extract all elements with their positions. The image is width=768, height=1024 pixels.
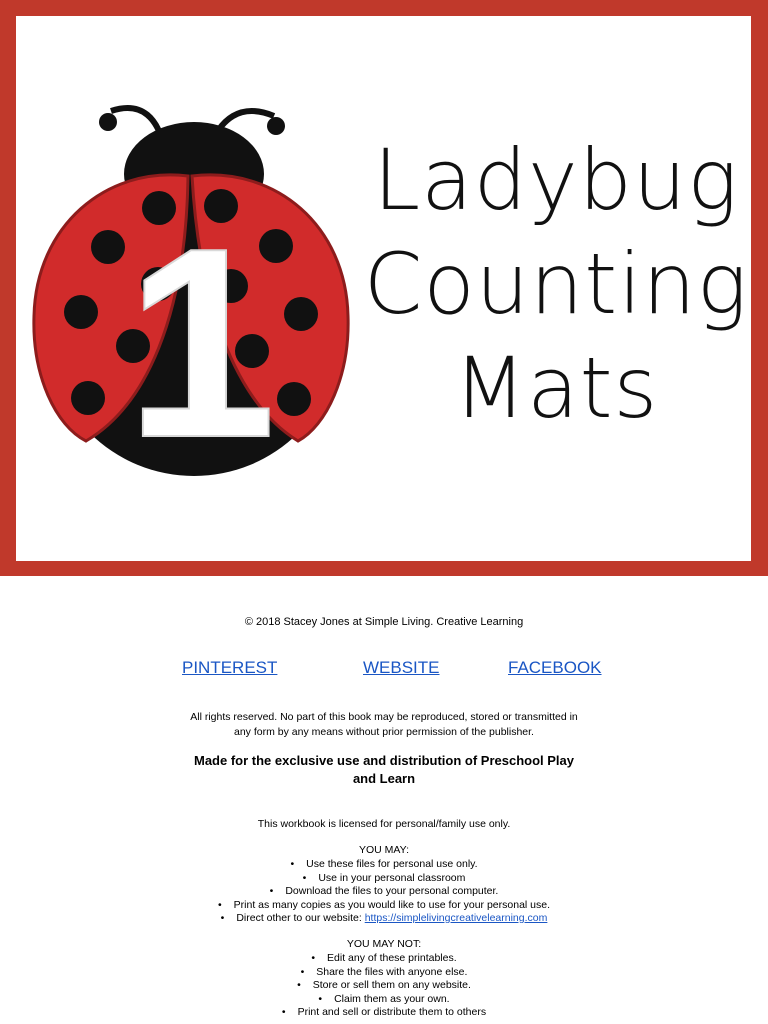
may-not-heading: YOU MAY NOT: — [346, 938, 422, 950]
license-text: This workbook is licensed for personal/family use only. — [257, 818, 511, 830]
info-section — [0, 576, 768, 1024]
social-links — [0, 658, 768, 682]
exclusive-line: Made for the exclusive use and distribution of Preschool Play — [194, 753, 574, 768]
may-heading: YOU MAY: — [359, 844, 409, 856]
cover-title — [356, 128, 756, 440]
list-item: • Share the files with anyone else. — [0, 966, 768, 980]
website-link[interactable]: WEBSITE — [363, 658, 440, 677]
may-not-list — [0, 952, 768, 1020]
rights-line: All rights reserved. No part of this book may be reproduced, stored or transmitted in — [190, 711, 578, 723]
rights-line: any form by any means without prior permission of the publisher. — [234, 726, 534, 738]
rights-notice — [184, 710, 584, 740]
website-url-link[interactable]: https://simplelivingcreativelearning.com — [364, 912, 548, 924]
list-item-website — [0, 912, 768, 926]
direct-text: Direct other to our website: — [236, 912, 365, 924]
copyright-text: © 2018 Stacey Jones at Simple Living. Creative Learning — [244, 616, 524, 628]
pinterest-link[interactable]: PINTEREST — [182, 658, 278, 677]
list-item: • Print as many copies as you would like to use for your personal use. — [0, 899, 768, 913]
title-line: Mats — [453, 339, 659, 437]
list-item: • Edit any of these printables. — [0, 952, 768, 966]
may-list — [0, 858, 768, 926]
ladybug-illustration — [16, 16, 376, 496]
list-item: • Print and sell or distribute them to others — [0, 1006, 768, 1020]
exclusive-line: and Learn — [352, 771, 416, 786]
mat-number: 1 — [125, 193, 277, 494]
list-item: • Store or sell them on any website. — [0, 979, 768, 993]
antenna-left-tip — [99, 113, 117, 131]
list-item: • Use these files for personal use only. — [0, 858, 768, 872]
antenna-right-tip — [267, 117, 285, 135]
title-line: Ladybug — [373, 131, 739, 229]
list-item: • Use in your personal classroom — [0, 872, 768, 886]
facebook-link[interactable]: FACEBOOK — [508, 658, 602, 677]
list-item: • Claim them as your own. — [0, 993, 768, 1007]
cover-panel — [16, 16, 751, 561]
exclusive-notice — [184, 752, 584, 788]
title-line: Counting — [363, 235, 749, 333]
list-item: • Download the files to your personal computer. — [0, 885, 768, 899]
